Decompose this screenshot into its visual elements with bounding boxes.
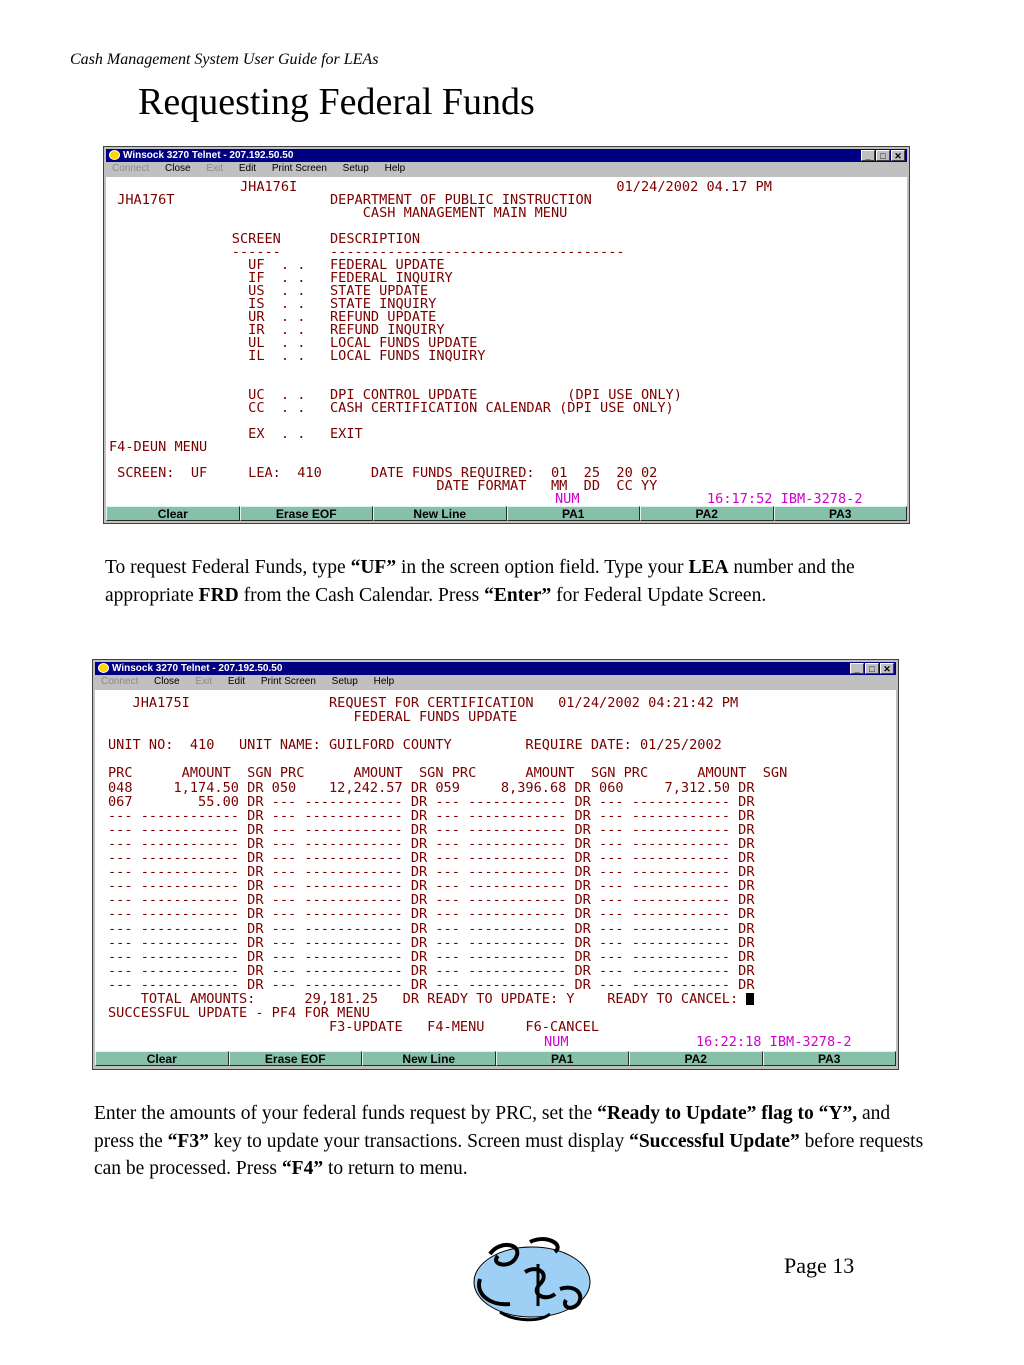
status-time-terminal: 16:17:52 IBM-3278-2	[707, 491, 863, 506]
text: for Federal Update Screen.	[551, 584, 767, 606]
menu-bar	[106, 162, 907, 176]
document-header: Cash Management System User Guide for LEAs	[70, 51, 379, 68]
pf-key-bar	[106, 506, 907, 522]
terminal-line: JHA176I 01/24/2002 04.17 PM	[109, 179, 772, 195]
clear-button[interactable]: Clear	[106, 506, 240, 521]
status-num: NUM	[555, 491, 580, 506]
terminal-line: CC . . CASH CERTIFICATION CALENDAR (DPI USE ONLY)	[109, 400, 674, 416]
terminal-window-main-menu	[103, 146, 910, 524]
new-line-button[interactable]: New Line	[373, 506, 507, 521]
terminal-line: UL . . LOCAL FUNDS UPDATE	[109, 335, 478, 351]
terminal-line: --- ------------ DR --- ------------ DR --- ------------ DR --- ------------ DR	[108, 821, 755, 838]
terminal-line: UF . . FEDERAL UPDATE	[109, 257, 445, 273]
menu-help[interactable]: Help	[373, 676, 395, 687]
menu-exit[interactable]: Exit	[195, 676, 213, 687]
terminal-line: JHA176T DEPARTMENT OF PUBLIC INSTRUCTION	[109, 192, 592, 208]
app-icon	[98, 663, 109, 673]
window-title-bar	[106, 149, 907, 162]
app-icon	[109, 150, 120, 160]
terminal-screen[interactable]	[106, 177, 907, 506]
maximize-icon[interactable]: □	[865, 663, 879, 674]
menu-connect[interactable]: Connect	[101, 676, 139, 687]
terminal-line: --- ------------ DR --- ------------ DR --- ------------ DR --- ------------ DR	[108, 835, 755, 852]
terminal-line: ------ ------------------------------------	[109, 244, 625, 260]
terminal-line: DATE FORMAT MM DD CC YY	[109, 478, 658, 494]
menu-setup[interactable]: Setup	[342, 163, 369, 174]
terminal-line: --- ------------ DR --- ------------ DR --- ------------ DR --- ------------ DR	[108, 948, 755, 965]
bold-ready-flag: “Ready to Update” flag to “Y”,	[597, 1103, 858, 1124]
terminal-line: JHA175I REQUEST FOR CERTIFICATION 01/24/2002 04:21:42 PM	[108, 695, 739, 711]
menu-print-screen[interactable]: Print Screen	[260, 676, 316, 687]
terminal-line: F4-DEUN MENU	[109, 439, 208, 455]
text: To request Federal Funds, type	[105, 557, 351, 578]
terminal-line: SCREEN: UF LEA: 410 DATE FUNDS REQUIRED: 01 25 20 02	[109, 465, 658, 481]
pa3-button[interactable]: PA3	[774, 506, 908, 521]
pa1-button[interactable]: PA1	[496, 1051, 630, 1066]
terminal-text	[108, 696, 787, 1034]
menu-help[interactable]: Help	[384, 163, 406, 174]
text: before requests can be processed. Press	[94, 1130, 924, 1179]
terminal-line: IF . . FEDERAL INQUIRY	[109, 270, 453, 286]
terminal-line: --- ------------ DR --- ------------ DR --- ------------ DR --- ------------ DR	[108, 934, 755, 951]
terminal-line: TOTAL AMOUNTS: 29,181.25 DR READY TO UPDATE: Y READY TO CANCEL:	[108, 990, 747, 1007]
terminal-line: --- ------------ DR --- ------------ DR --- ------------ DR --- ------------ DR	[108, 892, 755, 909]
bold-uf: “UF”	[350, 557, 397, 578]
terminal-line: IR . . REFUND INQUIRY	[109, 322, 445, 338]
bold-f4: “F4”	[281, 1158, 324, 1179]
terminal-line: --- ------------ DR --- ------------ DR --- ------------ DR --- ------------ DR	[108, 878, 755, 895]
terminal-line: US . . STATE UPDATE	[109, 283, 429, 299]
bold-enter: “Enter”	[484, 584, 552, 606]
erase-eof-button[interactable]: Erase EOF	[229, 1051, 363, 1066]
erase-eof-button[interactable]: Erase EOF	[240, 506, 374, 521]
clear-button[interactable]: Clear	[95, 1051, 229, 1066]
pa3-button[interactable]: PA3	[763, 1051, 897, 1066]
close-icon[interactable]: ✕	[880, 663, 894, 674]
menu-exit[interactable]: Exit	[206, 163, 224, 174]
text: to return to menu.	[323, 1158, 468, 1179]
menu-edit[interactable]: Edit	[238, 163, 257, 174]
terminal-line: 067 55.00 DR --- ------------ DR --- ------------ DR --- ------------ DR	[108, 793, 755, 810]
terminal-window-federal-update	[92, 659, 899, 1070]
instruction-paragraph-2	[94, 1100, 934, 1183]
text: in the screen option field. Type your	[396, 557, 689, 578]
bold-successful-update: “Successful Update”	[629, 1130, 800, 1152]
menu-close[interactable]: Close	[154, 676, 180, 687]
bold-lea: LEA	[688, 557, 729, 578]
terminal-line: EX . . EXIT	[109, 426, 363, 442]
menu-close[interactable]: Close	[165, 163, 191, 174]
menu-connect[interactable]: Connect	[112, 163, 150, 174]
terminal-line: SUCCESSFUL UPDATE - PF4 FOR MENU	[108, 1005, 370, 1022]
terminal-line: FEDERAL FUNDS UPDATE	[108, 709, 518, 726]
menu-setup[interactable]: Setup	[331, 676, 358, 687]
terminal-line: 048 1,174.50 DR 050 12,242.57 DR 059 8,396.68 DR 060 7,312.50 DR	[108, 779, 755, 796]
bold-f3: “F3”	[167, 1130, 209, 1152]
status-time-terminal: 16:22:18 IBM-3278-2	[696, 1034, 852, 1050]
status-num: NUM	[544, 1034, 569, 1050]
menu-edit[interactable]: Edit	[227, 676, 246, 687]
close-icon[interactable]: ✕	[891, 150, 905, 161]
instruction-paragraph-1	[105, 554, 935, 609]
terminal-line: --- ------------ DR --- ------------ DR --- ------------ DR --- ------------ DR	[108, 807, 755, 824]
text: and press the	[94, 1103, 891, 1152]
pa1-button[interactable]: PA1	[507, 506, 641, 521]
terminal-line: IS . . STATE INQUIRY	[109, 296, 437, 312]
terminal-line: UR . . REFUND UPDATE	[109, 309, 437, 325]
terminal-line: --- ------------ DR --- ------------ DR --- ------------ DR --- ------------ DR	[108, 906, 755, 923]
pa2-button[interactable]: PA2	[640, 506, 774, 521]
maximize-icon[interactable]: □	[876, 150, 890, 161]
terminal-text	[109, 181, 772, 493]
window-title: Winsock 3270 Telnet - 207.192.50.50	[123, 150, 294, 161]
text-cursor	[746, 993, 754, 1005]
page-title: Requesting Federal Funds	[138, 81, 535, 123]
window-title: Winsock 3270 Telnet - 207.192.50.50	[112, 663, 283, 674]
menu-bar	[95, 675, 896, 689]
terminal-line: PRC AMOUNT SGN PRC AMOUNT SGN PRC AMOUNT SGN PRC AMOUNT SGN	[108, 765, 788, 782]
money-bag-clipart-icon	[470, 1234, 600, 1324]
terminal-line: --- ------------ DR --- ------------ DR --- ------------ DR --- ------------ DR	[108, 962, 755, 979]
minimize-icon[interactable]: _	[861, 150, 875, 161]
terminal-screen[interactable]	[95, 690, 896, 1051]
bold-frd: FRD	[198, 584, 239, 606]
pa2-button[interactable]: PA2	[629, 1051, 763, 1066]
new-line-button[interactable]: New Line	[362, 1051, 496, 1066]
text: number and the appropriate	[105, 557, 855, 606]
terminal-line: --- ------------ DR --- ------------ DR --- ------------ DR --- ------------ DR	[108, 920, 755, 937]
text: key to update your transactions. Screen must display	[208, 1130, 630, 1152]
terminal-line: CASH MANAGEMENT MAIN MENU	[109, 205, 568, 221]
text: from the Cash Calendar. Press	[238, 584, 485, 606]
terminal-line: F3-UPDATE F4-MENU F6-CANCEL	[108, 1019, 600, 1036]
page-number: Page 13	[784, 1253, 855, 1278]
window-title-bar	[95, 662, 896, 675]
terminal-line: --- ------------ DR --- ------------ DR --- ------------ DR --- ------------ DR	[108, 864, 755, 881]
pf-key-bar	[95, 1051, 896, 1067]
terminal-line: UC . . DPI CONTROL UPDATE (DPI USE ONLY)	[109, 387, 682, 403]
terminal-line: --- ------------ DR --- ------------ DR --- ------------ DR --- ------------ DR	[108, 850, 755, 867]
terminal-line: UNIT NO: 410 UNIT NAME: GUILFORD COUNTY REQUIRE DATE: 01/25/2002	[108, 737, 722, 754]
terminal-line: IL . . LOCAL FUNDS INQUIRY	[109, 348, 486, 364]
minimize-icon[interactable]: _	[850, 663, 864, 674]
text: Enter the amounts of your federal funds request by PRC, set the	[94, 1103, 598, 1124]
terminal-line: SCREEN DESCRIPTION	[109, 231, 420, 247]
terminal-line: --- ------------ DR --- ------------ DR --- ------------ DR --- ------------ DR	[108, 976, 755, 993]
menu-print-screen[interactable]: Print Screen	[271, 163, 327, 174]
